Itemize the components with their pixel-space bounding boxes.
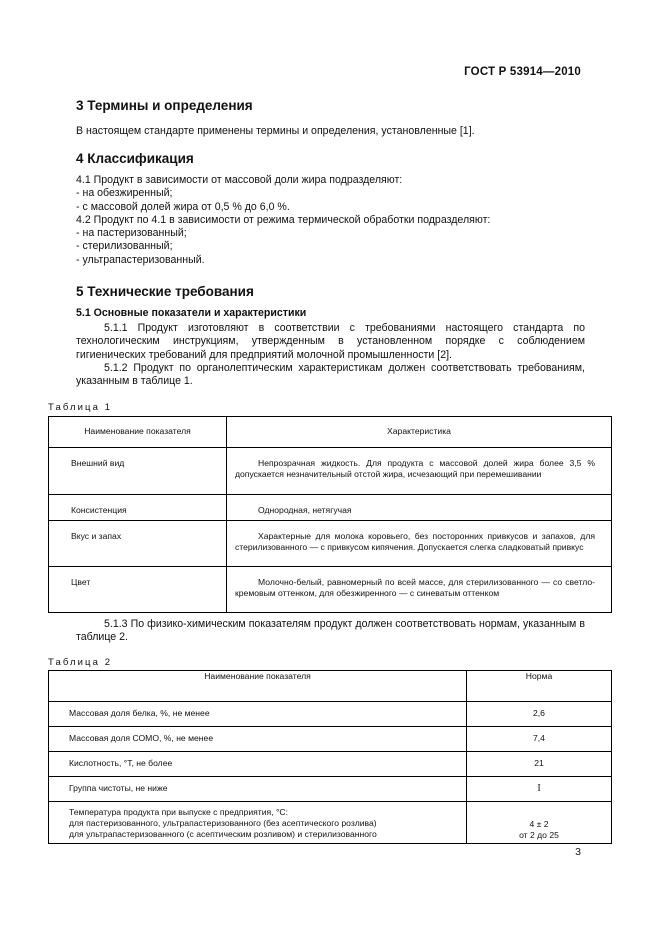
list-item: 4.2 Продукт по 4.1 в зависимости от режима термической обработки подразделяют: bbox=[76, 213, 491, 226]
table-cell: Молочно-белый, равномерный по всей массе, для стерилизованного — со светло-кремовым оттенком, для обезжиренного — с синеватым оттенком bbox=[227, 567, 612, 613]
table-cell: 7,4 bbox=[467, 727, 612, 752]
cell-line: для пастеризованного, ультрапастеризованного (без асептического розлива) bbox=[69, 818, 377, 829]
document-code: ГОСТ Р 53914—2010 bbox=[464, 66, 581, 78]
column-header: Наименование показателя bbox=[49, 671, 467, 702]
list-item: - на пастеризованный; bbox=[76, 227, 187, 240]
table-row bbox=[49, 567, 612, 613]
table-cell: Массовая доля белка, %, не менее bbox=[49, 702, 467, 727]
column-header: Норма bbox=[467, 671, 612, 702]
table-cell: Группа чистоты, не ниже bbox=[49, 777, 467, 802]
table-cell: Кислотность, °Т, не более bbox=[49, 752, 467, 777]
table-cell: Цвет bbox=[49, 567, 227, 613]
table-cell: Внешний вид bbox=[49, 448, 227, 495]
list-item: - с массовой долей жира от 0,5 % до 6,0 %. bbox=[76, 200, 290, 213]
table-cell: Вкус и запах bbox=[49, 521, 227, 567]
list-item: - стерилизованный; bbox=[76, 240, 173, 253]
cell-line: 4 ± 2 bbox=[529, 818, 549, 829]
section-5-1-title: 5.1 Основные показатели и характеристики bbox=[76, 307, 307, 319]
cell-line: от 2 до 25 bbox=[519, 829, 559, 840]
cell-line: для ультрапастеризованного (с асептическим розливом) и стерилизованного bbox=[69, 829, 377, 840]
table-2-caption: Таблица 2 bbox=[48, 657, 113, 668]
column-header: Характеристика bbox=[227, 417, 612, 448]
page-number: 3 bbox=[575, 846, 581, 858]
table-cell: Непрозрачная жидкость. Для продукта с массовой долей жира более 3,5 % допускается незначительный отстой жира, исчезающий при перемешивании bbox=[227, 448, 612, 495]
section-5-title: 5 Технические требования bbox=[76, 284, 254, 299]
table-1-caption: Таблица 1 bbox=[48, 402, 113, 413]
table-header-row bbox=[49, 417, 612, 448]
table-cell: 21 bbox=[467, 752, 612, 777]
table-header-row bbox=[49, 671, 612, 702]
table-cell: Однородная, нетягучая bbox=[227, 495, 612, 521]
list-item: - ультрапастеризованный. bbox=[76, 253, 205, 266]
table-cell: Характерные для молока коровьего, без посторонних привкусов и запахов, для стерилизованного — с привкусом кипячения. Допускается слегка сладковатый привкус bbox=[227, 521, 612, 567]
table-row bbox=[49, 702, 612, 727]
table-row bbox=[49, 448, 612, 495]
table-row bbox=[49, 777, 612, 802]
table-1 bbox=[48, 416, 612, 613]
table-cell: Массовая доля СОМО, %, не менее bbox=[49, 727, 467, 752]
table-row bbox=[49, 521, 612, 567]
paragraph-5-1-1: 5.1.1 Продукт изготовляют в соответствии с требованиями настоящего стандарта по технологическим инструкциям, утвержденным в установленном порядке с соблюдением гигиенических требований для предприятий молочной промышленности [2]. bbox=[76, 322, 585, 361]
table-cell: Консистенция bbox=[49, 495, 227, 521]
table-cell bbox=[467, 802, 612, 844]
table-row bbox=[49, 752, 612, 777]
table-2 bbox=[48, 670, 612, 844]
list-item: - на обезжиренный; bbox=[76, 187, 173, 200]
table-row bbox=[49, 802, 612, 844]
section-4-list bbox=[76, 174, 586, 267]
table-row bbox=[49, 727, 612, 752]
table-cell bbox=[49, 802, 467, 844]
table-row bbox=[49, 495, 612, 521]
table-cell: 2,6 bbox=[467, 702, 612, 727]
section-3-text: В настоящем стандарте применены термины и определения, установленные [1]. bbox=[76, 125, 475, 137]
paragraph-5-1-3: 5.1.3 По физико-химическим показателям продукт должен соответствовать нормам, указанным в таблице 2. bbox=[76, 618, 585, 644]
cell-line: Температура продукта при выпуске с предприятия, °С: bbox=[69, 807, 288, 817]
paragraph-5-1-2: 5.1.2 Продукт по органолептическим характеристикам должен соответствовать требованиям, указанным в таблице 1. bbox=[76, 362, 585, 388]
table-cell: I bbox=[467, 777, 612, 802]
section-4-title: 4 Классификация bbox=[76, 151, 194, 166]
list-item: 4.1 Продукт в зависимости от массовой доли жира подразделяют: bbox=[76, 174, 403, 186]
section-3-title: 3 Термины и определения bbox=[76, 98, 253, 113]
column-header: Наименование показателя bbox=[49, 417, 227, 448]
